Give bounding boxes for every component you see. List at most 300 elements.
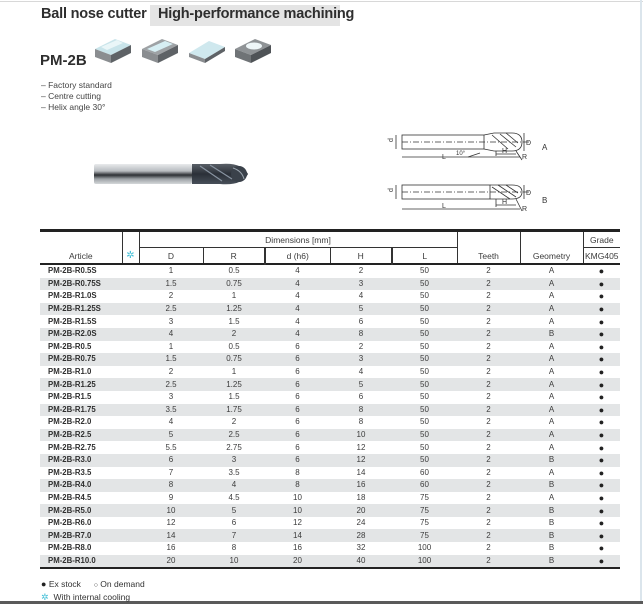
cell-d: 4 [295,316,300,326]
column-header-L: L [392,248,457,265]
cell-H: 8 [330,328,392,341]
cell-teeth: 2 [457,278,520,291]
cell-L: 50 [420,266,429,276]
feature-list [41,80,112,113]
cell-cooling [122,504,139,517]
cell-L: 60 [420,467,429,477]
cell-geometry: A [548,341,555,351]
table-row [40,391,620,404]
cooling-legend [41,592,130,603]
cell-cooling [122,264,139,278]
cell-d: 6 [295,341,300,351]
cell-D: 8 [139,479,203,492]
cell-article: PM-2B-R2.0 [48,417,92,427]
diagram-label: H [502,148,508,155]
page-title: Ball nose cutter [41,6,147,22]
cell-L: 75 [420,492,429,502]
cell-d: 10 [293,492,302,502]
table-row [40,529,620,542]
cell-d: 6 [295,367,300,377]
cell-stock: ● [583,429,620,442]
cell-teeth: 2 [486,518,491,528]
table-row [40,429,620,442]
cell-article: PM-2B-R2.5 [40,429,122,442]
cell-D: 4 [139,328,203,341]
cell-teeth: 2 [457,328,520,341]
geometry-label-b: B [542,196,548,205]
cell-L: 100 [417,543,432,553]
diagram-label: D [526,190,532,197]
cell-d: 6 [295,417,300,427]
cell-D: 2.5 [139,303,203,316]
cell-cooling [122,278,139,291]
cell-L: 75 [420,518,429,528]
ramp-shape-icon [187,35,227,67]
cell-cooling [122,290,139,303]
cell-L: 50 [420,367,429,377]
cell-D: 1.5 [139,278,203,291]
model-name: PM-2B [40,52,87,69]
cell-article: PM-2B-R1.75 [40,404,122,417]
cell-D: 5 [139,429,203,442]
cell-R: 2 [203,328,265,341]
table-row [40,303,620,316]
cell-d: 4 [295,266,300,276]
cell-L: 50 [420,316,429,326]
cell-cooling [122,479,139,492]
cell-H: 8 [330,404,392,417]
cell-article: PM-2B-R0.75S [40,278,122,291]
cooling-label: With internal cooling [53,592,131,602]
cell-d: 4 [295,291,300,301]
table-row [40,278,620,291]
column-header-d: d (h6) [265,248,330,265]
cell-stock: ● [598,266,605,277]
cell-geometry: B [520,529,583,542]
cell-stock: ● [583,479,620,492]
cell-D: 2 [168,367,174,377]
cell-cooling [122,391,139,404]
cell-article: PM-2B-R1.0 [48,367,92,377]
cell-R: 1.25 [203,303,265,316]
cell-stock: ● [598,392,605,403]
column-header-grade-kmg405: KMG405 [583,248,620,265]
cell-article: PM-2B-R1.5S [48,316,97,326]
cell-stock: ● [583,404,620,417]
cell-cooling [122,542,139,555]
cell-stock: ● [598,518,605,529]
column-header-teeth: Teeth [457,231,520,265]
table-row [40,441,620,454]
table-row [40,366,620,379]
cell-cooling [122,353,139,366]
cell-R: 6 [231,518,237,528]
feature-item: – Centre cutting [41,91,102,101]
cell-L: 50 [392,378,457,391]
cell-D: 1 [168,266,174,276]
cell-D: 6 [139,454,203,467]
cell-R: 1 [231,367,237,377]
cell-L: 50 [420,417,429,427]
cell-L: 50 [392,353,457,366]
cell-H: 3 [330,353,392,366]
cell-R: 0.5 [228,341,240,351]
cell-H: 12 [330,454,392,467]
cell-teeth: 2 [486,367,491,377]
cell-D: 2.5 [139,378,203,391]
table-body [40,264,620,568]
table-row [40,555,620,569]
cell-R: 4 [203,479,265,492]
cell-teeth: 2 [486,291,491,301]
cell-article: PM-2B-R4.5 [48,492,92,502]
cell-d: 4 [265,278,330,291]
cell-cooling [122,529,139,542]
cell-H: 5 [330,378,392,391]
table-row [40,492,620,505]
cell-stock: ● [598,543,605,554]
cell-L: 50 [392,328,457,341]
cell-L: 50 [420,392,429,402]
cell-cooling [122,404,139,417]
cell-cooling [122,416,139,429]
cell-L: 50 [392,278,457,291]
cell-D: 5.5 [165,442,177,452]
cooling-icon: ✲ [126,250,135,261]
cell-stock: ● [598,467,605,478]
cell-D: 2 [168,291,174,301]
cell-stock: ● [583,353,620,366]
cell-teeth: 2 [457,378,520,391]
cell-geometry: B [548,518,555,528]
cell-teeth: 2 [457,353,520,366]
cell-R: 3.5 [228,467,240,477]
table-row [40,504,620,517]
cell-article: PM-2B-R3.0 [40,454,122,467]
cell-H: 40 [330,555,392,569]
cell-d: 16 [293,543,302,553]
cell-stock: ● [598,341,605,352]
column-header-article: Article [68,251,93,261]
diagram-label: d [388,138,395,142]
cell-cooling [122,492,139,505]
cell-geometry: A [548,367,555,377]
cell-cooling [122,315,139,328]
channel-shape-icon [140,35,180,67]
cell-stock: ● [598,442,605,453]
cell-d: 6 [265,378,330,391]
cell-L: 50 [420,442,429,452]
cell-geometry: B [520,328,583,341]
cell-stock: ● [583,555,620,569]
cell-article: PM-2B-R0.5 [48,341,92,351]
table-row [40,454,620,467]
diagram-label: R [522,206,528,213]
cell-R: 1 [231,291,237,301]
table-row [40,517,620,530]
cell-D: 7 [168,467,174,477]
cell-teeth: 2 [457,454,520,467]
cell-article: PM-2B-R1.25S [40,303,122,316]
on-demand-label: On demand [100,579,145,589]
cell-teeth: 2 [457,429,520,442]
cell-teeth: 2 [486,316,491,326]
cell-H: 4 [358,291,364,301]
cell-H: 6 [358,316,364,326]
cell-H: 2 [358,266,364,276]
cell-d: 4 [265,328,330,341]
cell-d: 6 [265,429,330,442]
diagram-label: 10° [456,151,466,157]
cell-article: PM-2B-R6.0 [48,518,92,528]
cell-R: 1.5 [228,392,240,402]
cell-geometry: A [548,291,555,301]
cell-geometry: A [548,442,555,452]
cell-geometry: A [520,378,583,391]
cell-D: 12 [166,518,176,528]
cell-H: 6 [358,392,364,402]
cell-R: 0.75 [203,278,265,291]
table-row [40,542,620,555]
cell-geometry: A [520,404,583,417]
cell-H: 16 [330,479,392,492]
cell-stock: ● [598,417,605,428]
cell-geometry: A [548,316,555,326]
cell-teeth: 2 [486,467,491,477]
product-spec-table [40,229,620,569]
cell-L: 60 [392,479,457,492]
cell-d: 14 [265,529,330,542]
table-row [40,467,620,480]
cell-cooling [122,555,139,569]
cell-H: 4 [358,367,364,377]
cell-L: 50 [392,404,457,417]
cell-geometry: A [548,392,555,402]
cell-cooling [122,441,139,454]
cell-d: 6 [265,353,330,366]
cell-H: 18 [356,492,366,502]
on-demand-symbol: ○ [93,582,98,589]
cell-d: 12 [293,518,302,528]
table-row [40,378,620,391]
diagram-label: D [526,140,532,147]
cell-D: 3 [168,392,174,402]
cell-cooling [122,303,139,316]
diagram-label: d [388,188,395,192]
cell-d: 10 [265,504,330,517]
cell-geometry: B [520,555,583,569]
diagram-label: L [442,203,446,210]
cell-d: 8 [265,479,330,492]
cell-R: 4.5 [228,492,240,502]
column-header-grade: Grade [583,231,620,248]
cell-geometry: A [548,492,555,502]
cell-H: 32 [356,543,366,553]
cell-D: 14 [139,529,203,542]
cell-d: 20 [265,555,330,569]
cell-R: 1.75 [203,404,265,417]
cell-article: PM-2B-R4.0 [40,479,122,492]
cell-article: PM-2B-R7.0 [40,529,122,542]
cell-teeth: 2 [457,404,520,417]
cell-L: 50 [392,303,457,316]
cell-teeth: 2 [486,417,491,427]
ex-stock-label: Ex stock [48,579,81,589]
cell-teeth: 2 [457,303,520,316]
cell-L: 50 [392,454,457,467]
tool-dimension-diagram [380,127,550,217]
cell-cooling [122,517,139,530]
cell-article: PM-2B-R3.5 [48,467,92,477]
cell-teeth: 2 [457,529,520,542]
cell-geometry: A [520,429,583,442]
cell-D: 3 [168,316,174,326]
diagram-label: H [502,199,508,206]
stock-legend [41,579,145,589]
cell-L: 50 [420,291,429,301]
column-header-cooling [122,231,139,265]
cell-article: PM-2B-R10.0 [40,555,122,569]
diagram-label: R [522,154,528,161]
cell-H: 14 [356,467,366,477]
cell-R: 10 [203,555,265,569]
cell-D: 9 [168,492,174,502]
cell-stock: ● [583,278,620,291]
cell-geometry: B [548,543,555,553]
cooling-icon: ✲ [41,592,49,602]
cell-geometry: B [520,479,583,492]
cell-stock: ● [598,367,605,378]
cell-D: 3.5 [139,404,203,417]
cell-cooling [122,366,139,379]
column-header-H: H [330,248,392,265]
cell-H: 28 [330,529,392,542]
cell-article: PM-2B-R0.5S [48,266,97,276]
cell-D: 10 [139,504,203,517]
table-row [40,328,620,341]
cell-teeth: 2 [457,504,520,517]
cell-H: 20 [330,504,392,517]
cell-H: 3 [330,278,392,291]
cell-L: 50 [420,341,429,351]
ex-stock-symbol: ● [41,579,47,589]
cell-d: 6 [265,404,330,417]
cell-teeth: 2 [486,341,491,351]
cell-H: 12 [356,442,366,452]
diagram-label: L [442,154,446,161]
cell-d: 6 [265,454,330,467]
cell-L: 100 [392,555,457,569]
cell-R: 2 [231,417,237,427]
cell-stock: ● [598,291,605,302]
cell-teeth: 2 [486,442,491,452]
cell-H: 5 [330,303,392,316]
cell-geometry: A [520,278,583,291]
table-row [40,315,620,328]
table-row [40,290,620,303]
column-header-D: D [139,248,203,265]
cell-H: 24 [356,518,366,528]
cell-R: 0.5 [228,266,240,276]
cell-H: 10 [330,429,392,442]
table-row [40,341,620,354]
cell-R: 2.75 [226,442,242,452]
cell-geometry: B [520,454,583,467]
cell-d: 6 [295,442,300,452]
cell-teeth: 2 [486,543,491,553]
cell-teeth: 2 [457,555,520,569]
cell-R: 8 [231,543,237,553]
cell-stock: ● [583,454,620,467]
cell-D: 1 [168,341,174,351]
cell-geometry: A [520,303,583,316]
cell-stock: ● [598,492,605,503]
cell-stock: ● [583,303,620,316]
cell-article: PM-2B-R1.0S [48,291,97,301]
geometry-label-a: A [542,143,548,152]
cell-stock: ● [598,316,605,327]
cell-H: 8 [358,417,364,427]
cell-article: PM-2B-R5.0 [40,504,122,517]
cell-d: 6 [295,392,300,402]
cell-article: PM-2B-R2.75 [48,442,96,452]
table-row [40,404,620,417]
cell-cooling [122,341,139,354]
cell-article: PM-2B-R0.75 [40,353,122,366]
cell-geometry: A [548,266,555,276]
cell-D: 1.5 [139,353,203,366]
cell-stock: ● [583,504,620,517]
cell-R: 1.25 [203,378,265,391]
cell-H: 2 [358,341,364,351]
cell-article: PM-2B-R1.5 [48,392,92,402]
table-row [40,264,620,278]
cell-cooling [122,454,139,467]
cell-cooling [122,467,139,480]
table-row [40,353,620,366]
cell-R: 1.5 [228,316,240,326]
page-subtitle: High-performance machining [158,6,355,22]
cell-d: 8 [295,467,300,477]
cell-cooling [122,429,139,442]
column-header-R: R [203,248,265,265]
cell-article: PM-2B-R1.25 [40,378,122,391]
cell-D: 20 [139,555,203,569]
tool-photo [92,161,252,187]
cell-cooling [122,328,139,341]
slot-shape-icon [93,35,133,67]
table-row [40,416,620,429]
right-border [640,0,642,604]
cell-R: 3 [203,454,265,467]
cell-R: 5 [203,504,265,517]
cell-R: 7 [203,529,265,542]
cell-teeth: 2 [486,266,491,276]
cell-stock: ● [583,378,620,391]
cell-L: 75 [392,504,457,517]
column-header-geometry: Geometry [520,231,583,265]
cell-geometry: B [520,504,583,517]
cell-cooling [122,378,139,391]
cell-geometry: A [548,417,555,427]
cell-L: 50 [392,429,457,442]
cell-R: 2.5 [203,429,265,442]
column-group-dimensions: Dimensions [mm] [139,231,457,248]
feature-item: – Factory standard [41,80,112,90]
pocket-shape-icon [233,35,273,67]
cell-teeth: 2 [457,479,520,492]
cell-D: 4 [168,417,174,427]
